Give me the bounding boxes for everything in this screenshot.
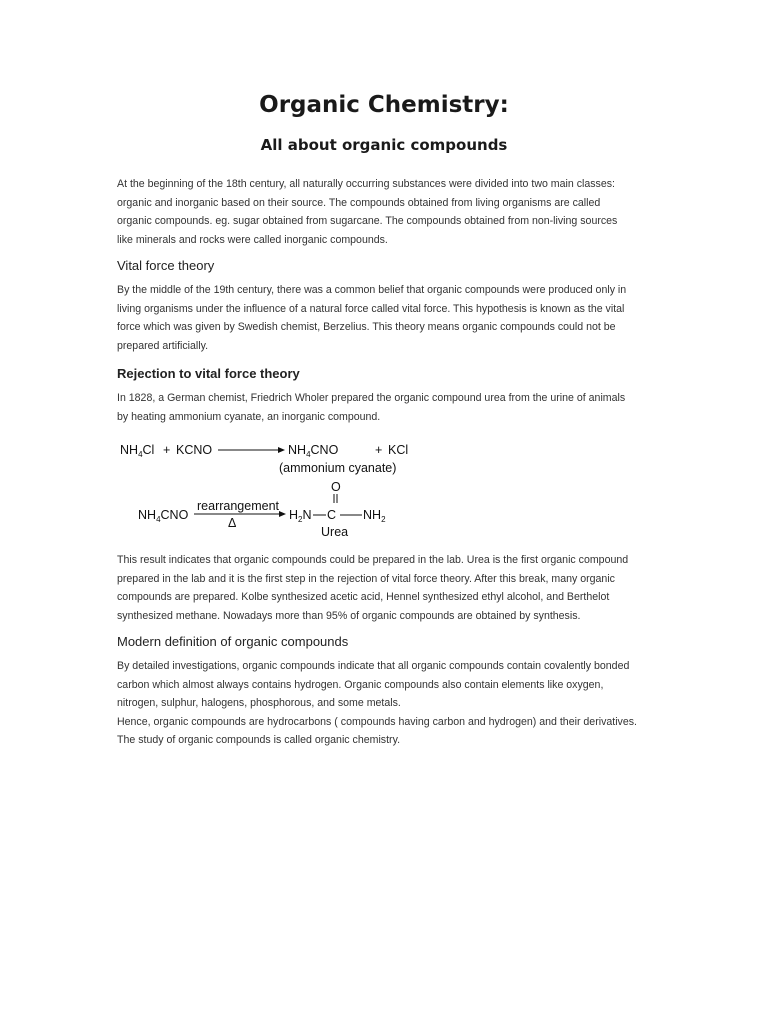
vital-force-heading: Vital force theory [117,258,215,273]
rejection-line: by heating ammonium cyanate, an inorganic compound. [117,410,381,423]
product-nh4cno: $NH_4CNO$ [288,443,339,459]
intro-line: organic and inorganic based on their source. The compounds obtained from living organisms are called [117,196,601,209]
intro-line: like minerals and rocks were called inorganic compounds. [117,233,388,246]
plus-sign: + [163,443,171,457]
urea-left-group: $H_2N$ [289,508,312,524]
reaction-equation-1 [118,440,478,480]
vital-line: living organisms under the influence of a natural force called vital force. This hypothesis is known as the vital [117,302,625,315]
vital-force-paragraph [117,281,669,355]
vital-line: force which was given by Swedish chemist, Berzelius. This theory means organic compounds could not be [117,321,616,334]
arrow-head-icon [279,511,286,517]
reactant-nh4cl: $NH_4Cl$ [120,443,155,459]
ammonium-cyanate-note: (ammonium cyanate) [279,461,397,475]
result-line: This result indicates that organic compounds could be prepared in the lab. Urea is the first organic compound [117,554,629,566]
intro-line: At the beginning of the 18th century, all naturally occurring substances were divided into two main classes: [117,178,615,190]
reactant-kcno: KCNO [176,443,213,457]
result-line: synthesized methane. Nowadays more than 95% of organic compounds are obtained by synthesis. [117,609,581,622]
arrow-head-icon [278,447,285,453]
modern-line: Hence, organic compounds are hydrocarbons ( compounds having carbon and hydrogen) and their derivatives. [117,715,637,728]
page-subtitle: All about organic compounds [260,136,508,154]
urea-label: Urea [321,525,349,539]
reactant-nh4cno: $NH_4CNO$ [138,508,189,524]
result-paragraph [117,551,669,625]
page-title: Organic Chemistry: [259,92,509,118]
modern-line: carbon which almost always contains hydrogen. Organic compounds also contain elements like oxygen, [117,678,604,691]
modern-line: nitrogen, sulphur, halogens, phosphorous, and some metals. [117,697,401,710]
urea-right-group: $NH_2$ [363,508,386,524]
modern-definition-paragraph [117,657,669,750]
modern-line: The study of organic compounds is called organic chemistry. [117,734,401,747]
plus-sign: + [375,443,383,457]
product-kcl: KCl [388,443,409,457]
urea-carbon: C [327,508,337,522]
result-line: compounds are prepared. Kolbe synthesized acetic acid, Hennel synthesized ethyl alcohol, and Berthelot [117,591,610,604]
intro-paragraph [117,175,669,249]
vital-line: By the middle of the 19th century, there was a common belief that organic compounds were produced only in [117,284,627,296]
modern-definition-heading: Modern definition of organic compounds [117,634,349,649]
vital-line: prepared artificially. [117,339,209,352]
rejection-heading: Rejection to vital force theory [117,366,300,381]
reaction-equation-2 [136,482,426,542]
rejection-line: In 1828, a German chemist, Friedrich Wholer prepared the organic compound urea from the urine of animals [117,392,626,404]
result-line: prepared in the lab and it is the first step in the rejection of vital force theory. After this break, many organic [117,572,615,585]
heat-delta-label: Δ [228,516,237,530]
modern-line: By detailed investigations, organic compounds indicate that all organic compounds contain covalently bonded [117,660,630,672]
rejection-paragraph [117,389,669,426]
urea-oxygen: O [331,482,341,494]
rearrangement-label: rearrangement [197,499,279,513]
intro-line: organic compounds. eg. sugar obtained from sugarcane. The compounds obtained from non-living sources [117,215,618,228]
